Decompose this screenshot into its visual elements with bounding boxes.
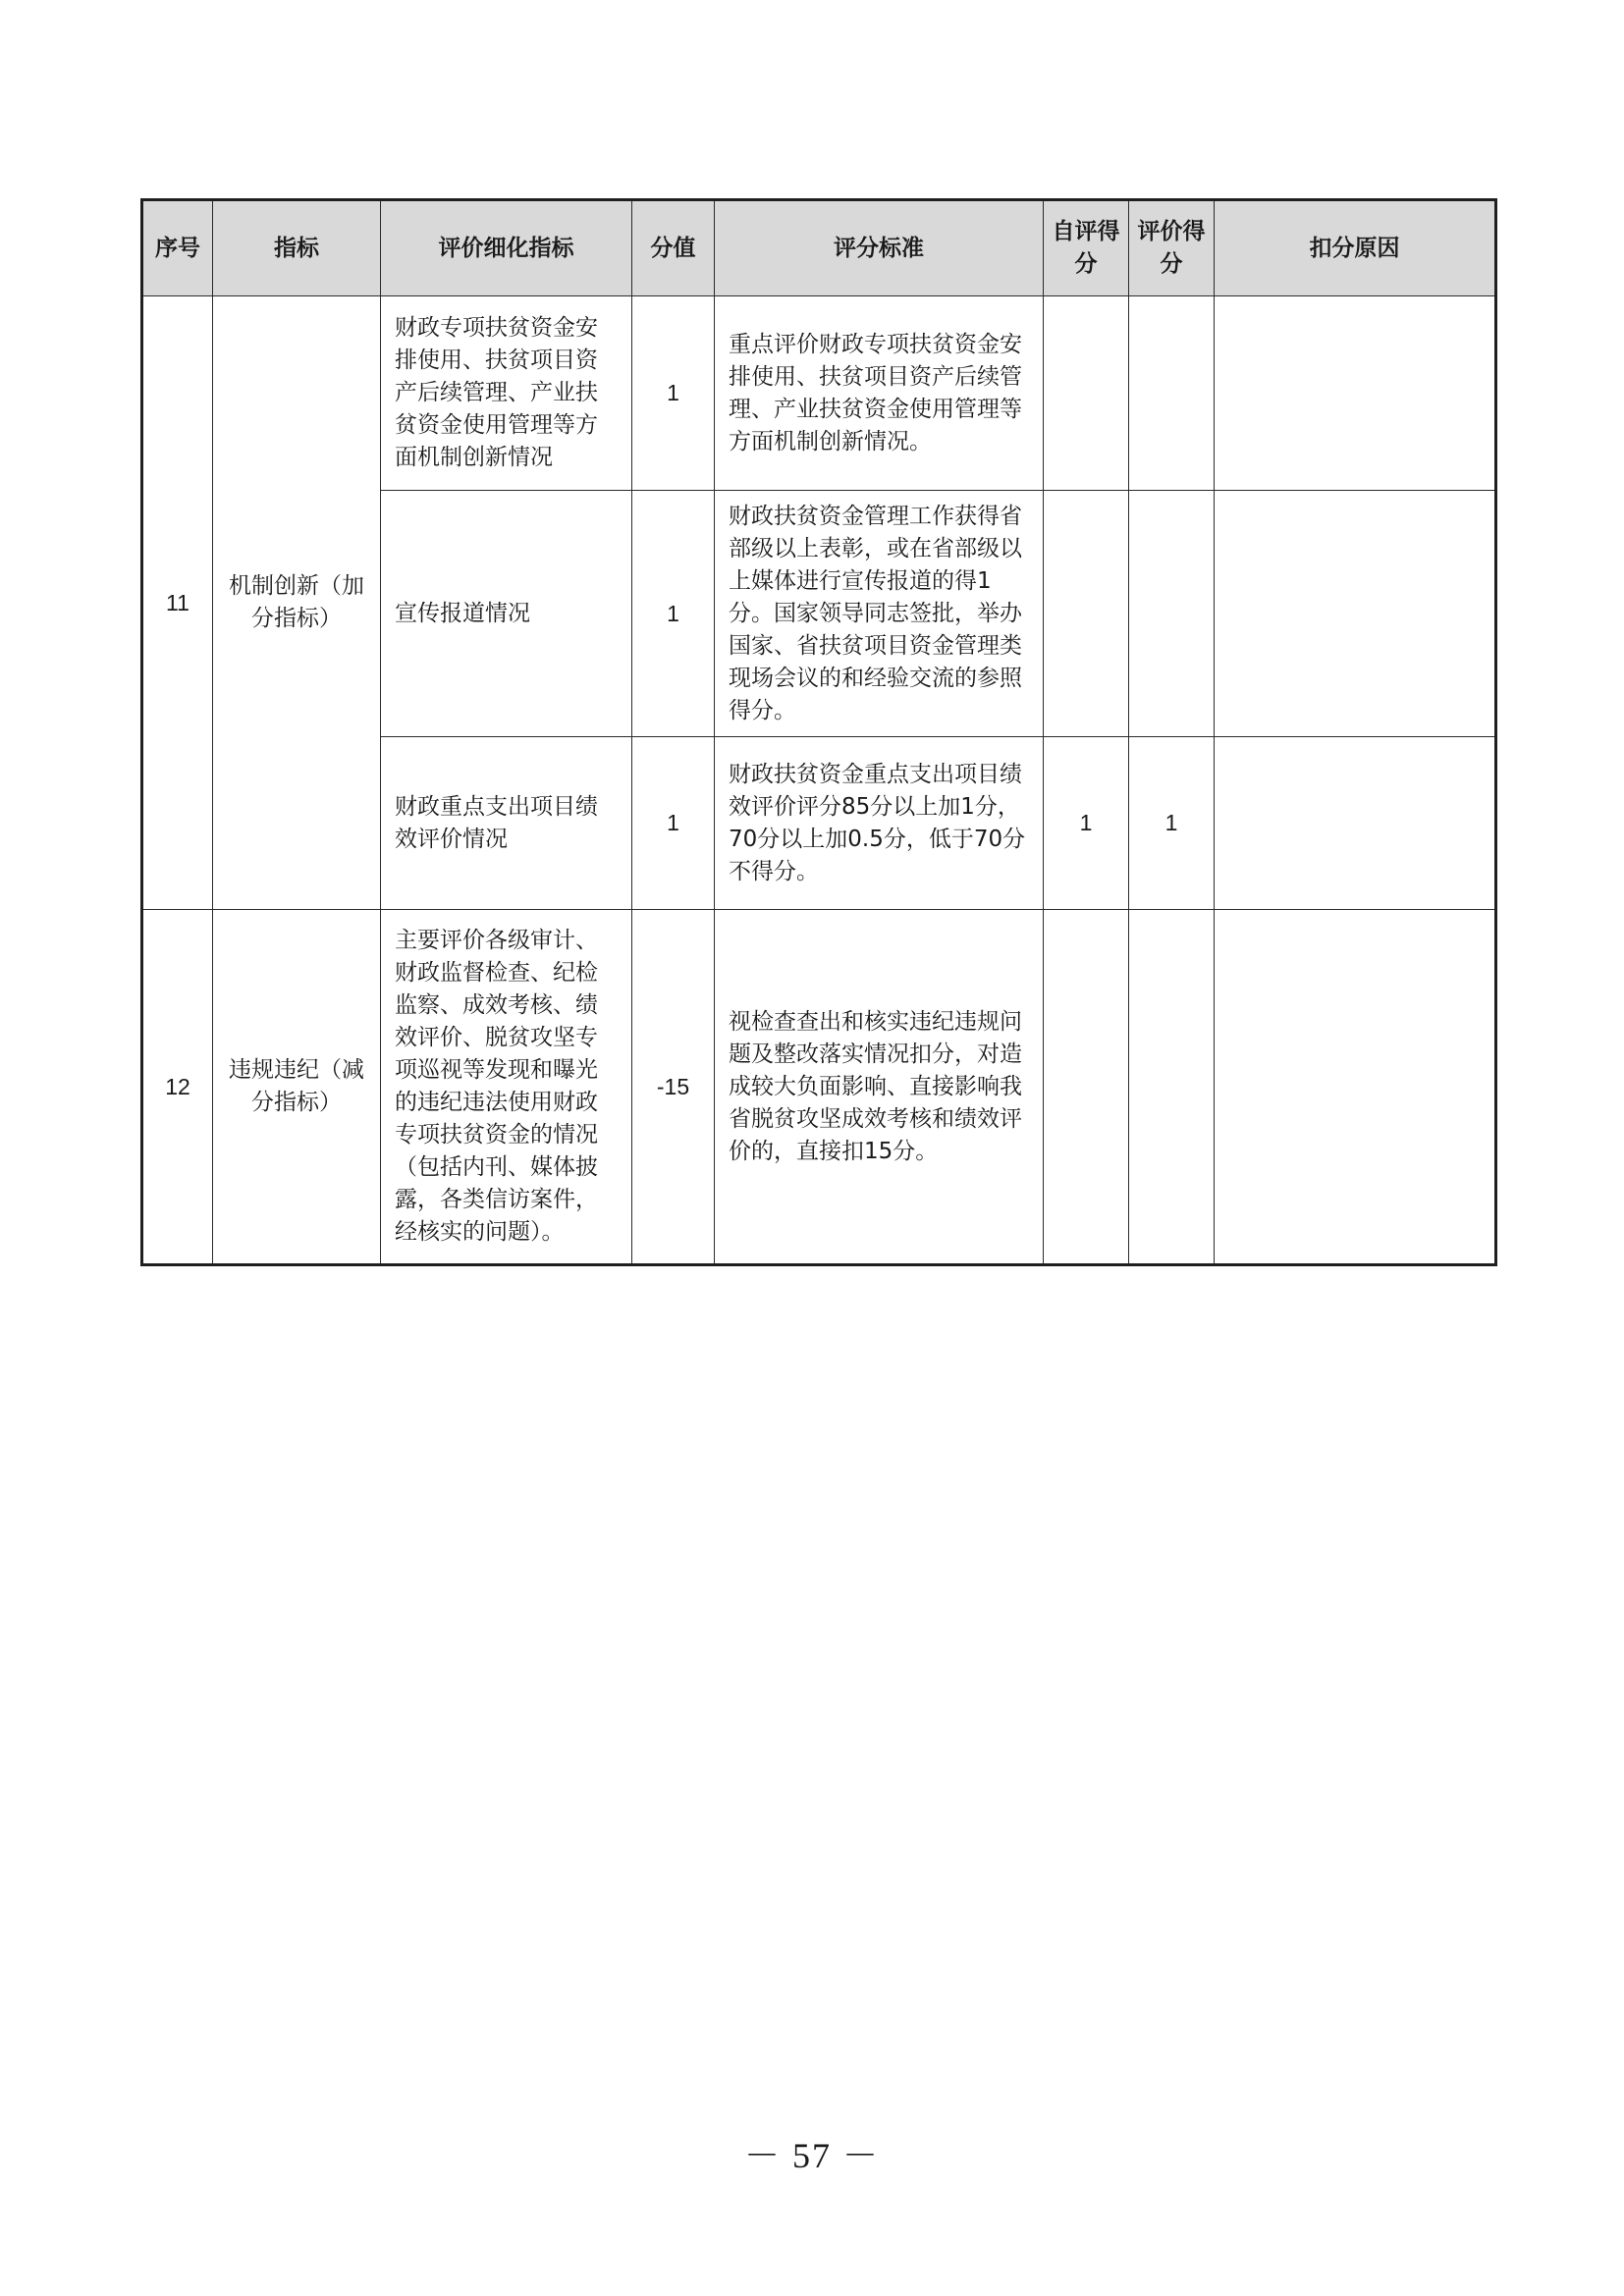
eval-score-cell [1129,910,1215,1265]
header-seq: 序号 [142,200,213,296]
header-eval-score: 评价得分 [1129,200,1215,296]
self-score-cell [1044,910,1129,1265]
header-standard: 评分标准 [715,200,1044,296]
self-score-cell [1044,491,1129,737]
evaluation-table [140,198,1497,1266]
detail-cell: 财政专项扶贫资金安排使用、扶贫项目资产后续管理、产业扶贫资金使用管理等方面机制创新情况 [381,296,632,491]
table-row [142,910,1496,1265]
score-cell: 1 [632,296,715,491]
reason-cell [1215,737,1496,910]
self-score-cell: 1 [1044,737,1129,910]
indicator-cell: 机制创新（加分指标） [213,296,381,910]
self-score-cell [1044,296,1129,491]
seq-cell: 12 [142,910,213,1265]
reason-cell [1215,296,1496,491]
header-score: 分值 [632,200,715,296]
seq-cell: 11 [142,296,213,910]
standard-cell: 视检查查出和核实违纪违规问题及整改落实情况扣分，对造成较大负面影响、直接影响我省脱贫攻坚成效考核和绩效评价的，直接扣15分。 [715,910,1044,1265]
indicator-cell: 违规违纪（减分指标） [213,910,381,1265]
table-header-row [142,200,1496,296]
header-reason: 扣分原因 [1215,200,1496,296]
header-self-score: 自评得分 [1044,200,1129,296]
score-cell: 1 [632,737,715,910]
detail-cell: 主要评价各级审计、财政监督检查、纪检监察、成效考核、绩效评价、脱贫攻坚专项巡视等发现和曝光的违纪违法使用财政专项扶贫资金的情况（包括内刊、媒体披露，各类信访案件，经核实的问题）。 [381,910,632,1265]
eval-score-cell [1129,491,1215,737]
standard-cell: 财政扶贫资金重点支出项目绩效评价评分85分以上加1分，70分以上加0.5分，低于70分不得分。 [715,737,1044,910]
reason-cell [1215,910,1496,1265]
score-cell: -15 [632,910,715,1265]
detail-cell: 宣传报道情况 [381,491,632,737]
header-indicator: 指标 [213,200,381,296]
standard-cell: 重点评价财政专项扶贫资金安排使用、扶贫项目资产后续管理、产业扶贫资金使用管理等方面机制创新情况。 [715,296,1044,491]
score-cell: 1 [632,491,715,737]
eval-score-cell: 1 [1129,737,1215,910]
page-number: － 57 － [743,2136,880,2175]
eval-score-cell [1129,296,1215,491]
standard-cell: 财政扶贫资金管理工作获得省部级以上表彰，或在省部级以上媒体进行宣传报道的得1分。国家领导同志签批，举办国家、省扶贫项目资金管理类现场会议的和经验交流的参照得分。 [715,491,1044,737]
detail-cell: 财政重点支出项目绩效评价情况 [381,737,632,910]
header-detail: 评价细化指标 [381,200,632,296]
table-row [142,296,1496,491]
reason-cell [1215,491,1496,737]
